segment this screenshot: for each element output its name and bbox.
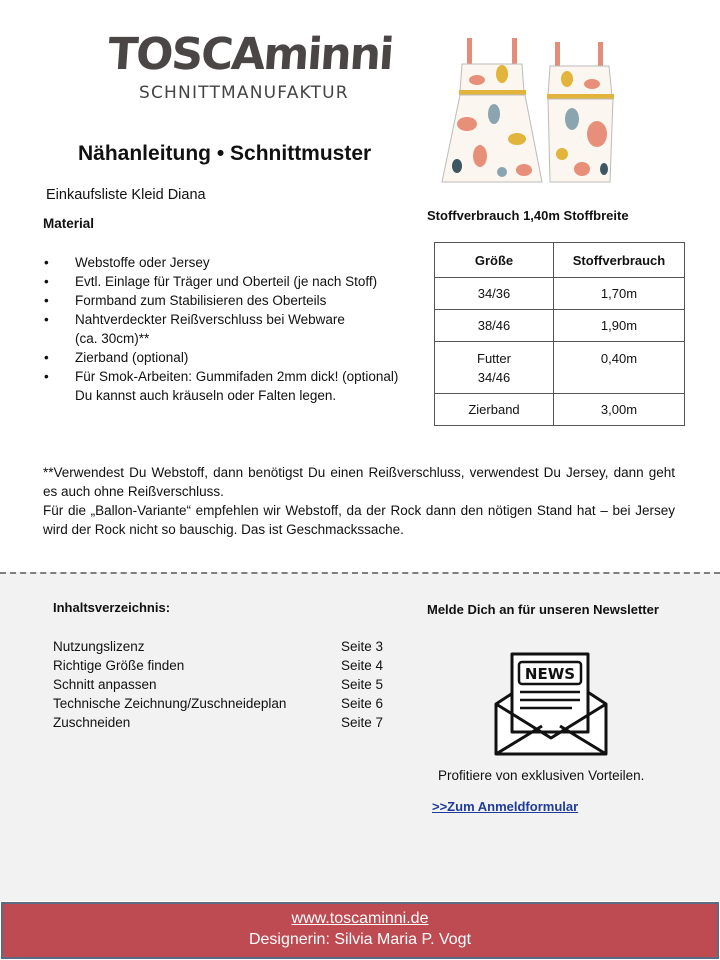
toc-entry-page: Seite 7 xyxy=(341,715,384,730)
shopping-list-title: Einkaufsliste Kleid Diana xyxy=(46,187,206,203)
column-header-size: Größe xyxy=(435,243,554,278)
bullet: • xyxy=(44,312,49,327)
website-link[interactable]: www.toscaminni.de xyxy=(291,910,429,927)
logo-wordmark: TOSCAminni xyxy=(106,29,394,80)
list-item xyxy=(44,310,404,348)
toc-entry-page: Seite 3 xyxy=(341,639,384,654)
toc-entry xyxy=(53,694,393,713)
table-row xyxy=(435,342,685,394)
table-row xyxy=(435,394,685,426)
table-cell: 34/36 xyxy=(435,278,554,310)
toc-entry-label: Schnitt anpassen xyxy=(53,677,157,692)
toc-heading: Inhaltsverzeichnis: xyxy=(53,600,171,615)
table-row xyxy=(435,278,685,310)
footer xyxy=(1,902,719,959)
list-item xyxy=(44,253,404,272)
page-title: Nähanleitung • Schnittmuster xyxy=(78,142,372,165)
list-item-text: Evtl. Einlage für Träger und Oberteil (je nach Stoff) xyxy=(75,274,378,289)
dress-illustration xyxy=(432,34,632,186)
brand-logo xyxy=(106,29,394,103)
list-item-text: Formband zum Stabilisieren des Oberteils xyxy=(75,293,327,308)
toc-entry xyxy=(53,656,393,675)
list-item xyxy=(44,367,404,405)
newsletter-text: Profitiere von exklusiven Vorteilen. xyxy=(438,768,645,783)
column-header-usage: Stoffverbrauch xyxy=(554,243,685,278)
fabric-usage-table xyxy=(434,242,685,426)
toc-entry xyxy=(53,675,393,694)
toc-entry-page: Seite 5 xyxy=(341,677,384,692)
notes-text xyxy=(43,463,675,539)
bullet: • xyxy=(44,255,49,270)
table-row xyxy=(435,310,685,342)
toc-entry-page: Seite 6 xyxy=(341,696,384,711)
list-item xyxy=(44,272,404,291)
list-item-text: Nahtverdeckter Reißverschluss bei Webware (ca. 30cm)** xyxy=(75,312,345,346)
toc-entry-label: Nutzungslizenz xyxy=(53,639,145,654)
table-cell: 38/46 xyxy=(435,310,554,342)
material-heading: Material xyxy=(43,216,95,231)
table-of-contents xyxy=(53,637,393,732)
toc-entry-page: Seite 4 xyxy=(341,658,384,673)
toc-entry-label: Technische Zeichnung/Zuschneideplan xyxy=(53,696,287,711)
list-item-text: Zierband (optional) xyxy=(75,350,189,365)
note-balloon-variant: Für die „Ballon-Variante“ empfehlen wir Webstoff, da der Rock dann den nötigen Stand hat – bei Jersey wird der Rock nicht so bauschig. Das ist Geschmackssache. xyxy=(43,503,675,537)
news-icon-text: NEWS xyxy=(524,665,576,683)
toc-entry-label: Richtige Größe finden xyxy=(53,658,185,673)
list-item-text: Webstoffe oder Jersey xyxy=(75,255,210,270)
designer-credit: Designerin: Silvia Maria P. Vogt xyxy=(248,931,472,948)
bullet: • xyxy=(44,350,49,365)
dress-front xyxy=(547,42,614,182)
table-cell: Zierband xyxy=(435,394,554,426)
list-item-text: Für Smok-Arbeiten: Gummifaden 2mm dick! (optional) Du kannst auch kräuseln oder Falten legen. xyxy=(75,369,399,403)
bullet: • xyxy=(44,274,49,289)
list-item xyxy=(44,291,404,310)
newsletter-signup-link[interactable]: >>Zum Anmeldformular xyxy=(432,799,579,814)
table-cell: Futter 34/46 xyxy=(435,342,554,394)
table-cell: 3,00m xyxy=(554,394,685,426)
material-list xyxy=(44,253,404,405)
lower-section xyxy=(0,572,720,901)
note-zipper: **Verwendest Du Webstoff, dann benötigst Du einen Reißverschluss, verwendest Du Jersey, dann geht es auch ohne Reißverschluss. xyxy=(43,465,675,499)
newsletter-envelope-icon xyxy=(492,646,610,758)
dress-back xyxy=(442,38,542,182)
table-cell: 0,40m xyxy=(554,342,685,394)
table-cell: 1,90m xyxy=(554,310,685,342)
table-header-row xyxy=(435,243,685,278)
toc-entry xyxy=(53,637,393,656)
list-item xyxy=(44,348,404,367)
fabric-table-title: Stoffverbrauch 1,40m Stoffbreite xyxy=(427,208,629,223)
toc-entry-label: Zuschneiden xyxy=(53,715,131,730)
toc-entry xyxy=(53,713,393,732)
bullet: • xyxy=(44,293,49,308)
bullet: • xyxy=(44,369,49,384)
logo-subtitle: SCHNITTMANUFAKTUR xyxy=(139,83,349,103)
newsletter-heading: Melde Dich an für unseren Newsletter xyxy=(427,602,659,617)
table-cell: 1,70m xyxy=(554,278,685,310)
